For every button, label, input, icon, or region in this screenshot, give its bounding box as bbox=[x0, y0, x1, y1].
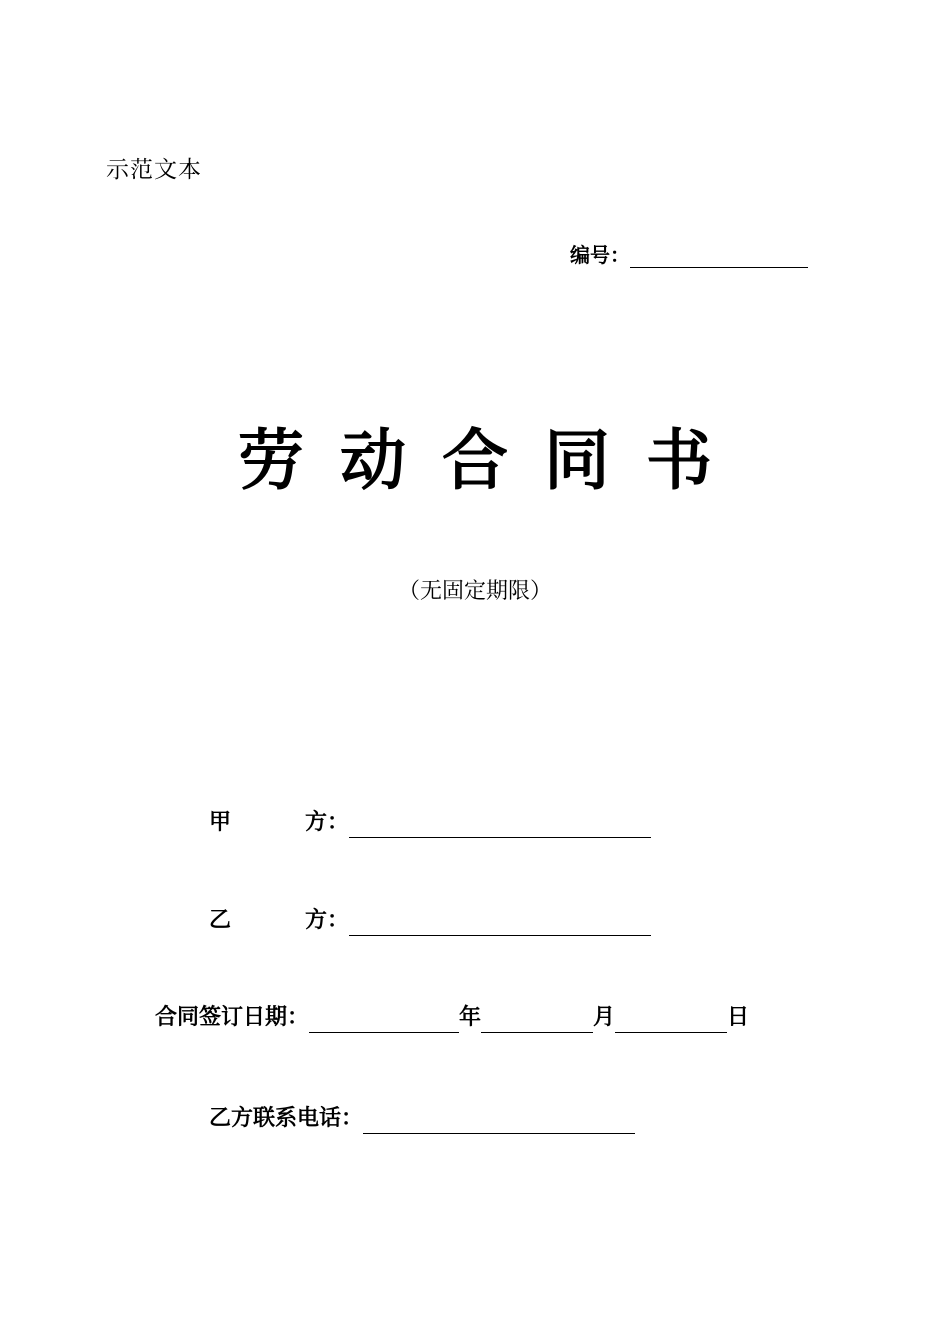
document-title bbox=[0, 418, 950, 504]
party-b-label-suffix: 方： bbox=[305, 908, 350, 933]
sample-text-label: 示范文本 bbox=[106, 157, 202, 183]
serial-number-blank bbox=[630, 245, 808, 268]
party-b-label-char: 乙 bbox=[209, 908, 232, 933]
party-b-blank bbox=[349, 911, 651, 936]
title-char: 动 bbox=[340, 422, 406, 499]
sign-date-month-blank bbox=[481, 1008, 593, 1033]
party-b-phone-label: 乙方联系电话： bbox=[209, 1106, 364, 1131]
sign-date-label: 合同签订日期： bbox=[155, 1005, 310, 1030]
party-b-row bbox=[209, 906, 651, 936]
party-a-label-char: 甲 bbox=[209, 810, 232, 835]
sign-date-row bbox=[155, 1003, 749, 1033]
party-a-label-suffix: 方： bbox=[305, 810, 350, 835]
serial-number-row bbox=[570, 238, 808, 268]
document-subtitle: （无固定期限） bbox=[397, 579, 552, 604]
serial-number-label: 编号： bbox=[570, 243, 630, 267]
party-b-phone-blank bbox=[363, 1109, 635, 1134]
sign-date-year-blank bbox=[309, 1008, 459, 1033]
party-b-phone-row bbox=[209, 1104, 635, 1134]
sign-date-day-blank bbox=[615, 1008, 727, 1033]
party-a-blank bbox=[349, 813, 651, 838]
sign-date-month-label: 月 bbox=[593, 1005, 616, 1030]
sign-date-year-label: 年 bbox=[459, 1005, 482, 1030]
title-char: 劳 bbox=[238, 422, 304, 499]
sign-date-day-label: 日 bbox=[727, 1005, 750, 1030]
party-a-row bbox=[209, 808, 651, 838]
title-char: 合 bbox=[442, 422, 508, 499]
title-char: 书 bbox=[646, 422, 712, 499]
title-char: 同 bbox=[544, 422, 610, 499]
